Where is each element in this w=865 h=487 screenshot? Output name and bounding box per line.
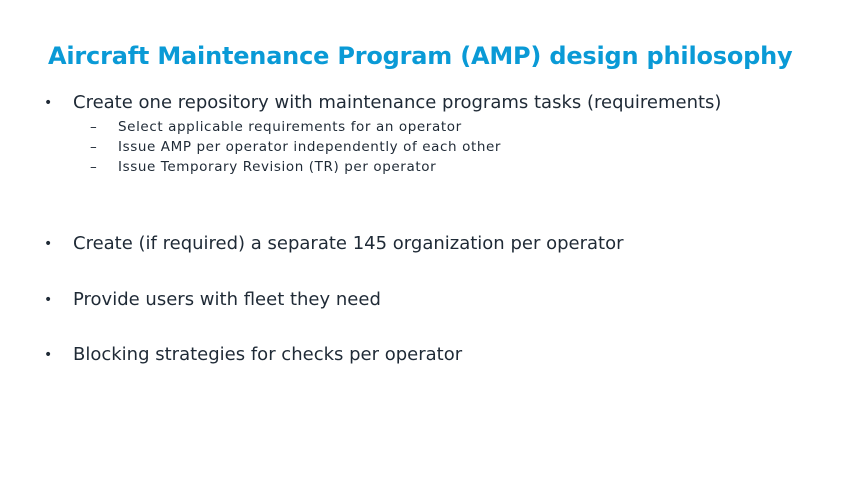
bullet-marker: • xyxy=(44,346,53,363)
bullet-text: Blocking strategies for checks per operator xyxy=(73,344,463,365)
bullet-marker: • xyxy=(44,291,53,308)
sub-bullet-text: Issue Temporary Revision (TR) per operator xyxy=(118,159,437,175)
bullet-text: Create one repository with maintenance programs tasks (requirements) xyxy=(73,92,722,113)
bullet-text: Create (if required) a separate 145 organization per operator xyxy=(73,233,624,254)
bullet-marker: • xyxy=(44,235,53,252)
bullet-item xyxy=(44,233,623,254)
sub-bullet-item xyxy=(90,119,462,135)
sub-bullet-marker: – xyxy=(90,139,98,155)
bullet-marker: • xyxy=(44,94,53,111)
bullet-item xyxy=(44,92,721,113)
sub-bullet-item xyxy=(90,159,436,175)
sub-bullet-marker: – xyxy=(90,119,98,135)
sub-bullet-item xyxy=(90,139,501,155)
sub-bullet-text: Select applicable requirements for an operator xyxy=(118,119,462,135)
bullet-item xyxy=(44,289,381,310)
sub-bullet-marker: – xyxy=(90,159,98,175)
bullet-item xyxy=(44,344,462,365)
bullet-text: Provide users with fleet they need xyxy=(73,289,381,310)
sub-bullet-text: Issue AMP per operator independently of each other xyxy=(118,139,502,155)
slide-title: Aircraft Maintenance Program (AMP) design philosophy xyxy=(48,42,793,70)
